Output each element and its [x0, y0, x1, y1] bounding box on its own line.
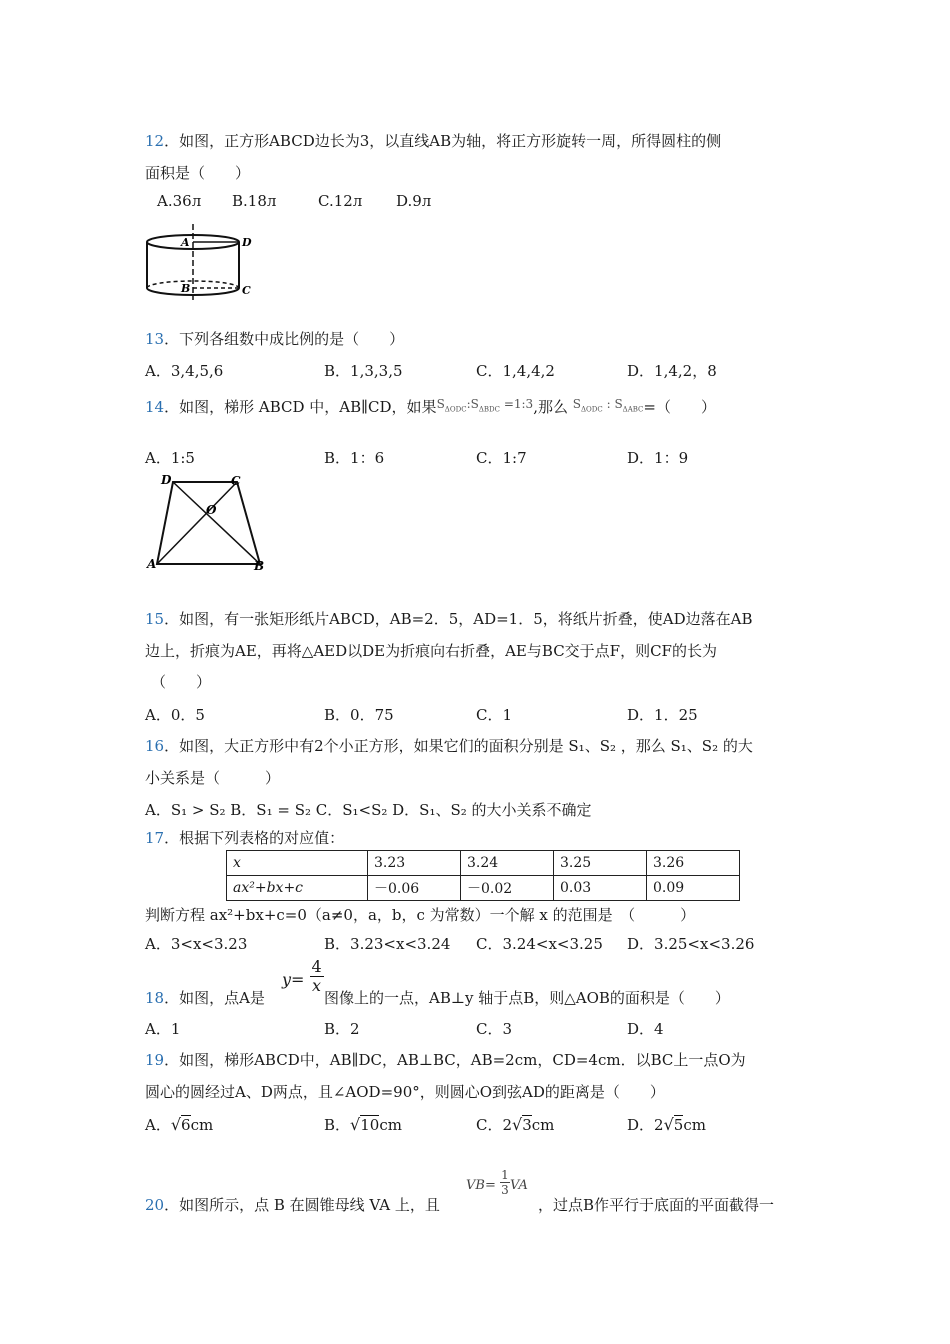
question-number: 15 [145, 610, 165, 628]
q20-line1 [145, 1194, 440, 1215]
q18-line1-cont: 图像上的一点，AB⊥y 轴于点B，则△AOB的面积是（ ） [324, 989, 730, 1007]
q15-line2: 边上，折痕为AE，再将△AED以DE为折痕向右折叠，AE与BC交于点F，则CF的长为 [145, 642, 717, 660]
trapezoid-figure [145, 472, 270, 576]
label-b: B [254, 559, 265, 573]
table-row [227, 851, 740, 876]
table-cell: 3.24 [461, 851, 554, 876]
choice-c: C．3 [476, 1020, 513, 1038]
label-c: C [242, 284, 251, 297]
question-number: 13 [145, 330, 165, 348]
table-cell: 0.09 [647, 876, 740, 901]
label-b: B [181, 282, 191, 295]
choice-a: A.36л [157, 192, 202, 210]
question-number: 16 [145, 737, 165, 755]
choice-c: C．1,4,4,2 [476, 362, 555, 380]
choice-c: C．1:7 [476, 449, 527, 467]
question-text: ．如图，梯形 ABCD 中，AB∥CD，如果 [164, 398, 437, 416]
q15-line3: （ ） [151, 673, 212, 691]
question-blank: =（ ） [643, 398, 716, 416]
choice-a: A．0．5 [145, 706, 205, 724]
question-number: 12 [145, 132, 165, 150]
choice-b: B.18л [232, 192, 277, 210]
question-number: 17 [145, 829, 165, 847]
ratio-formula: VB= $\frac{1}{3}$ VA [466, 1168, 528, 1197]
table-cell: 3.23 [368, 851, 461, 876]
label-d: D [161, 473, 172, 487]
label-c: C [231, 474, 241, 488]
choice-d: D．1：9 [627, 449, 689, 467]
choice-a: A．3,4,5,6 [145, 362, 224, 380]
question-text-cont: ,那么 [533, 398, 568, 416]
ratio-formula-1: SΔODC:SΔBDC =1:3 [436, 397, 534, 414]
choice-c: C．3.24<x<3.25 [476, 935, 603, 953]
q15-line1 [145, 608, 752, 629]
values-table [226, 850, 740, 901]
choice-d: D．2√5cm [627, 1115, 706, 1134]
table-row [227, 876, 740, 901]
choice-a: A．1:5 [145, 449, 195, 467]
choice-a: A．3<x<3.23 [145, 935, 248, 953]
q12-line2: 面积是（ ） [145, 164, 251, 182]
q12-line1 [145, 130, 721, 151]
question-text: ．如图所示，点 B 在圆锥母线 VA 上，且 [164, 1196, 440, 1214]
question-text: ．下列各组数中成比例的是（ ） [164, 330, 405, 348]
choice-b: B．3.23<x<3.24 [324, 935, 451, 953]
q20-line1-cont: ，过点B作平行于底面的平面截得一 [538, 1196, 775, 1214]
question-number: 20 [145, 1196, 165, 1214]
question-text: ．如图，正方形ABCD边长为3，以直线AB为轴，将正方形旋转一周，所得圆柱的侧 [164, 132, 722, 150]
question-text: ．根据下列表格的对应值： [164, 829, 345, 847]
cylinder-figure [143, 222, 263, 302]
q17-question: 判断方程 ax²+bx+c=0（a≠0，a，b，c 为常数）一个解 x 的范围是 （ ） [145, 906, 696, 924]
label-o: O [206, 503, 217, 517]
choice-c: C．1 [476, 706, 513, 724]
table-cell: 3.25 [554, 851, 647, 876]
question-number: 14 [145, 398, 165, 416]
question-text: ．如图，大正方形中有2个小正方形，如果它们的面积分别是 S₁、S₂ ，那么 S₁、S₂ 的大 [164, 737, 753, 755]
ratio-formula-2: SΔODC : SΔABC [572, 397, 644, 414]
q16-choices: A．S₁ > S₂ B．S₁ = S₂ C．S₁<S₂ D．S₁、S₂ 的大小关系不确定 [145, 801, 592, 819]
choice-d: D．1．25 [627, 706, 698, 724]
label-a: A [181, 236, 190, 249]
choice-a: A．√6cm [145, 1115, 214, 1134]
question-number: 19 [145, 1051, 165, 1069]
q19-line2: 圆心的圆经过A、D两点，且∠AOD=90°，则圆心O到弦AD的距离是（ ） [145, 1083, 665, 1101]
choice-c: C．2√3cm [476, 1115, 555, 1134]
table-cell: 3.26 [647, 851, 740, 876]
question-text: ．如图，点A是 [164, 989, 265, 1007]
q16-line1 [145, 735, 753, 756]
choice-b: B．1：6 [324, 449, 385, 467]
choice-a: A．1 [145, 1020, 181, 1038]
table-cell: x [227, 851, 368, 876]
choice-d: D．4 [627, 1020, 664, 1038]
table-cell: －0.06 [368, 876, 461, 901]
q17-line1 [145, 827, 344, 848]
choice-b: B．√10cm [324, 1115, 402, 1134]
label-d: D [242, 236, 252, 249]
q13-line1 [145, 328, 404, 349]
q14-line1 [145, 396, 716, 417]
choice-b: B．0．75 [324, 706, 394, 724]
table-cell: －0.02 [461, 876, 554, 901]
inverse-function-formula: y= $\frac{4}{x}$ [282, 957, 322, 995]
choice-b: B．2 [324, 1020, 360, 1038]
table-cell: 0.03 [554, 876, 647, 901]
q18-line1 [145, 987, 265, 1008]
question-text: ．如图，梯形ABCD中，AB∥DC，AB⊥BC，AB=2cm，CD=4cm．以BC上一点O为 [164, 1051, 746, 1069]
choice-d: D．1,4,2，8 [627, 362, 717, 380]
choice-b: B．1,3,3,5 [324, 362, 403, 380]
choice-d: D.9л [396, 192, 432, 210]
table-cell: ax²+bx+c [227, 876, 368, 901]
q19-line1 [145, 1049, 746, 1070]
label-a: A [147, 557, 157, 571]
q16-line2: 小关系是（ ） [145, 769, 281, 787]
choice-d: D．3.25<x<3.26 [627, 935, 755, 953]
choice-c: C.12л [318, 192, 363, 210]
question-number: 18 [145, 989, 165, 1007]
question-text: ．如图，有一张矩形纸片ABCD，AB=2．5，AD=1．5，将纸片折叠，使AD边落在AB [164, 610, 753, 628]
